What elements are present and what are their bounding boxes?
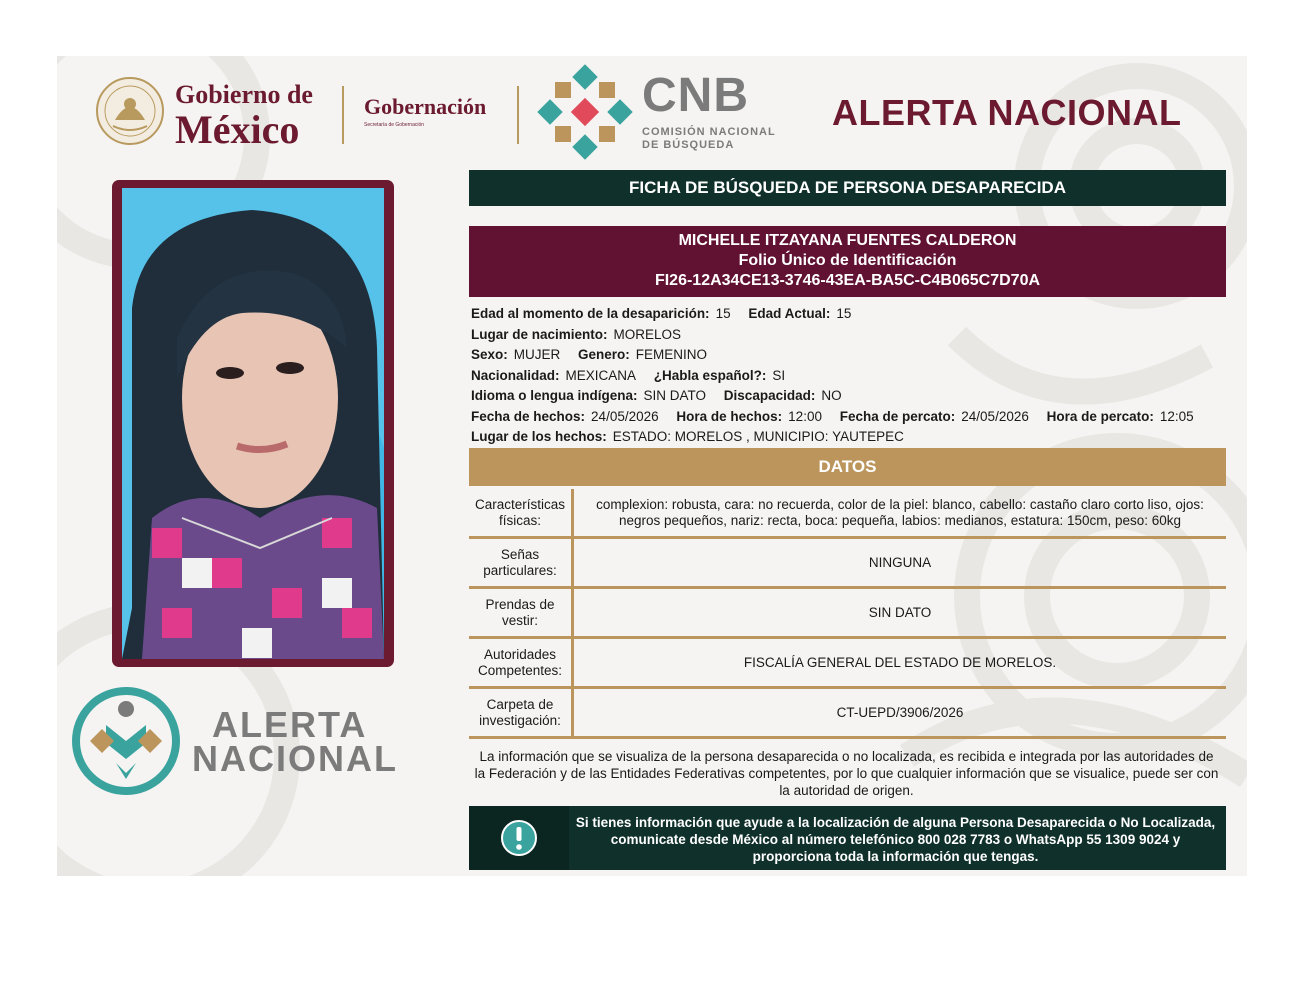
row-label: Carpeta de investigación: <box>469 689 574 736</box>
person-photo-frame <box>112 180 394 667</box>
info-row-nacimiento <box>471 325 1231 346</box>
alerta-nacional-logo-text <box>192 704 398 779</box>
folio-label: Folio Único de Identificación <box>738 252 957 269</box>
person-info <box>471 304 1231 448</box>
nacimiento-value: MORELOS <box>613 326 682 342</box>
contact-icon-box <box>469 806 569 870</box>
table-row <box>469 589 1226 639</box>
person-header <box>469 226 1226 297</box>
discapacidad-value: NO <box>821 388 842 403</box>
national-seal-icon <box>95 76 165 146</box>
row-label: Características físicas: <box>469 489 574 536</box>
exclamation-icon <box>500 819 538 857</box>
ficha-title: FICHA DE BÚSQUEDA DE PERSONA DESAPARECIDA <box>469 170 1226 206</box>
edad-desaparicion-label: Edad al momento de la desaparición: <box>471 306 710 321</box>
row-label: Señas particulares: <box>469 539 574 586</box>
hora-hechos-label: Hora de hechos: <box>676 408 783 424</box>
fecha-percato-label: Fecha de percato: <box>839 408 956 424</box>
header-divider <box>517 86 519 144</box>
fecha-hechos-label: Fecha de hechos: <box>471 408 586 424</box>
gobernacion-text: Gobernación <box>364 94 487 119</box>
row-value: complexion: robusta, cara: no recuerda, color de la piel: blanco, cabello: castaño claro corto liso, ojos: negros pequeños, nariz: recta, boca: pequeña, labios: medianos, estatura: 150cm, peso: 60kg <box>596 496 1204 528</box>
genero-value: FEMENINO <box>635 347 708 362</box>
sexo-label: Sexo: <box>471 347 508 362</box>
alerta-logo-line2: NACIONAL <box>192 738 398 779</box>
gobierno-mexico-logo <box>175 82 313 150</box>
cnb-logo-text <box>642 69 776 152</box>
cnb-title: CNB <box>642 69 749 122</box>
gobernacion-subtext: Secretaría de Gobernación <box>364 122 425 128</box>
disclaimer-text: La información que se visualiza de la persona desaparecida o no localizada, es recibida e integrada por las autoridades de la Federación y de las Entidades Federativas competentes, por lo que cualquier información que se visualice, puede ser con la autoridad de origen. <box>474 749 1219 798</box>
datos-title: DATOS <box>469 448 1226 486</box>
alerta-logo-line1: ALERTA <box>212 704 368 745</box>
gobierno-line1: Gobierno de <box>175 80 313 109</box>
row-value: CT-UEPD/3906/2026 <box>836 704 964 720</box>
info-row-sexo <box>471 345 1231 366</box>
person-photo <box>122 188 384 659</box>
info-row-edad <box>471 304 1231 325</box>
cnb-emblem-icon <box>537 64 633 160</box>
fecha-percato-value: 24/05/2026 <box>961 408 1029 424</box>
lugar-value: ESTADO: MORELOS , MUNICIPIO: YAUTEPEC <box>612 429 904 444</box>
header <box>57 56 1247 166</box>
row-label: Autoridades Competentes: <box>469 639 574 686</box>
person-name: MICHELLE ITZAYANA FUENTES CALDERON <box>678 232 1017 249</box>
table-row <box>469 689 1226 739</box>
row-value: SIN DATO <box>868 604 932 620</box>
sexo-value: MUJER <box>513 347 561 362</box>
table-row <box>469 639 1226 689</box>
cnb-subtitle-1: COMISIÓN NACIONAL <box>642 126 776 138</box>
row-label: Prendas de vestir: <box>469 589 574 636</box>
cnb-subtitle-2: DE BÚSQUEDA <box>642 139 735 151</box>
table-row <box>469 539 1226 589</box>
espanol-label: ¿Habla español?: <box>653 367 767 383</box>
info-row-fechas <box>471 407 1231 428</box>
nacimiento-label: Lugar de nacimiento: <box>471 326 608 342</box>
nacionalidad-label: Nacionalidad: <box>471 367 560 383</box>
hora-percato-value: 12:05 <box>1159 408 1194 424</box>
info-row-idioma <box>471 386 1231 407</box>
gobierno-line2: México <box>175 107 300 152</box>
gobernacion-logo <box>364 94 486 128</box>
info-row-nacionalidad <box>471 366 1231 387</box>
genero-label: Genero: <box>578 347 630 362</box>
contact-message: Si tienes información que ayude a la localización de alguna Persona Desaparecida o No Localizada, comunicate desde México al número telefónico 800 028 7783 o WhatsApp 55 1309 9024 y proporciona toda la información que tengas. <box>575 815 1216 864</box>
nacionalidad-value: MEXICANA <box>565 367 637 383</box>
discapacidad-label: Discapacidad: <box>723 388 816 403</box>
info-row-lugar <box>471 427 1231 448</box>
folio-value: FI26-12A34CE13-3746-43EA-BA5C-C4B065C7D70A <box>654 272 1041 289</box>
alerta-nacional-title: ALERTA NACIONAL <box>832 92 1182 133</box>
row-value: FISCALÍA GENERAL DEL ESTADO DE MORELOS. <box>743 654 1057 670</box>
contact-banner <box>469 806 1226 870</box>
edad-actual-label: Edad Actual: <box>748 306 831 321</box>
edad-desaparicion-value: 15 <box>715 306 731 321</box>
header-divider <box>342 86 344 144</box>
idioma-label: Idioma o lengua indígena: <box>471 388 638 403</box>
idioma-value: SIN DATO <box>643 388 707 403</box>
hora-percato-label: Hora de percato: <box>1046 408 1154 424</box>
hora-hechos-value: 12:00 <box>788 408 822 424</box>
lugar-label: Lugar de los hechos: <box>471 429 607 444</box>
fecha-hechos-value: 24/05/2026 <box>591 408 659 424</box>
espanol-value: SI <box>772 367 786 383</box>
row-value: NINGUNA <box>868 554 932 570</box>
alerta-nacional-emblem-icon <box>70 685 182 797</box>
table-row <box>469 489 1226 539</box>
datos-table <box>469 489 1226 739</box>
edad-actual-value: 15 <box>836 306 852 321</box>
